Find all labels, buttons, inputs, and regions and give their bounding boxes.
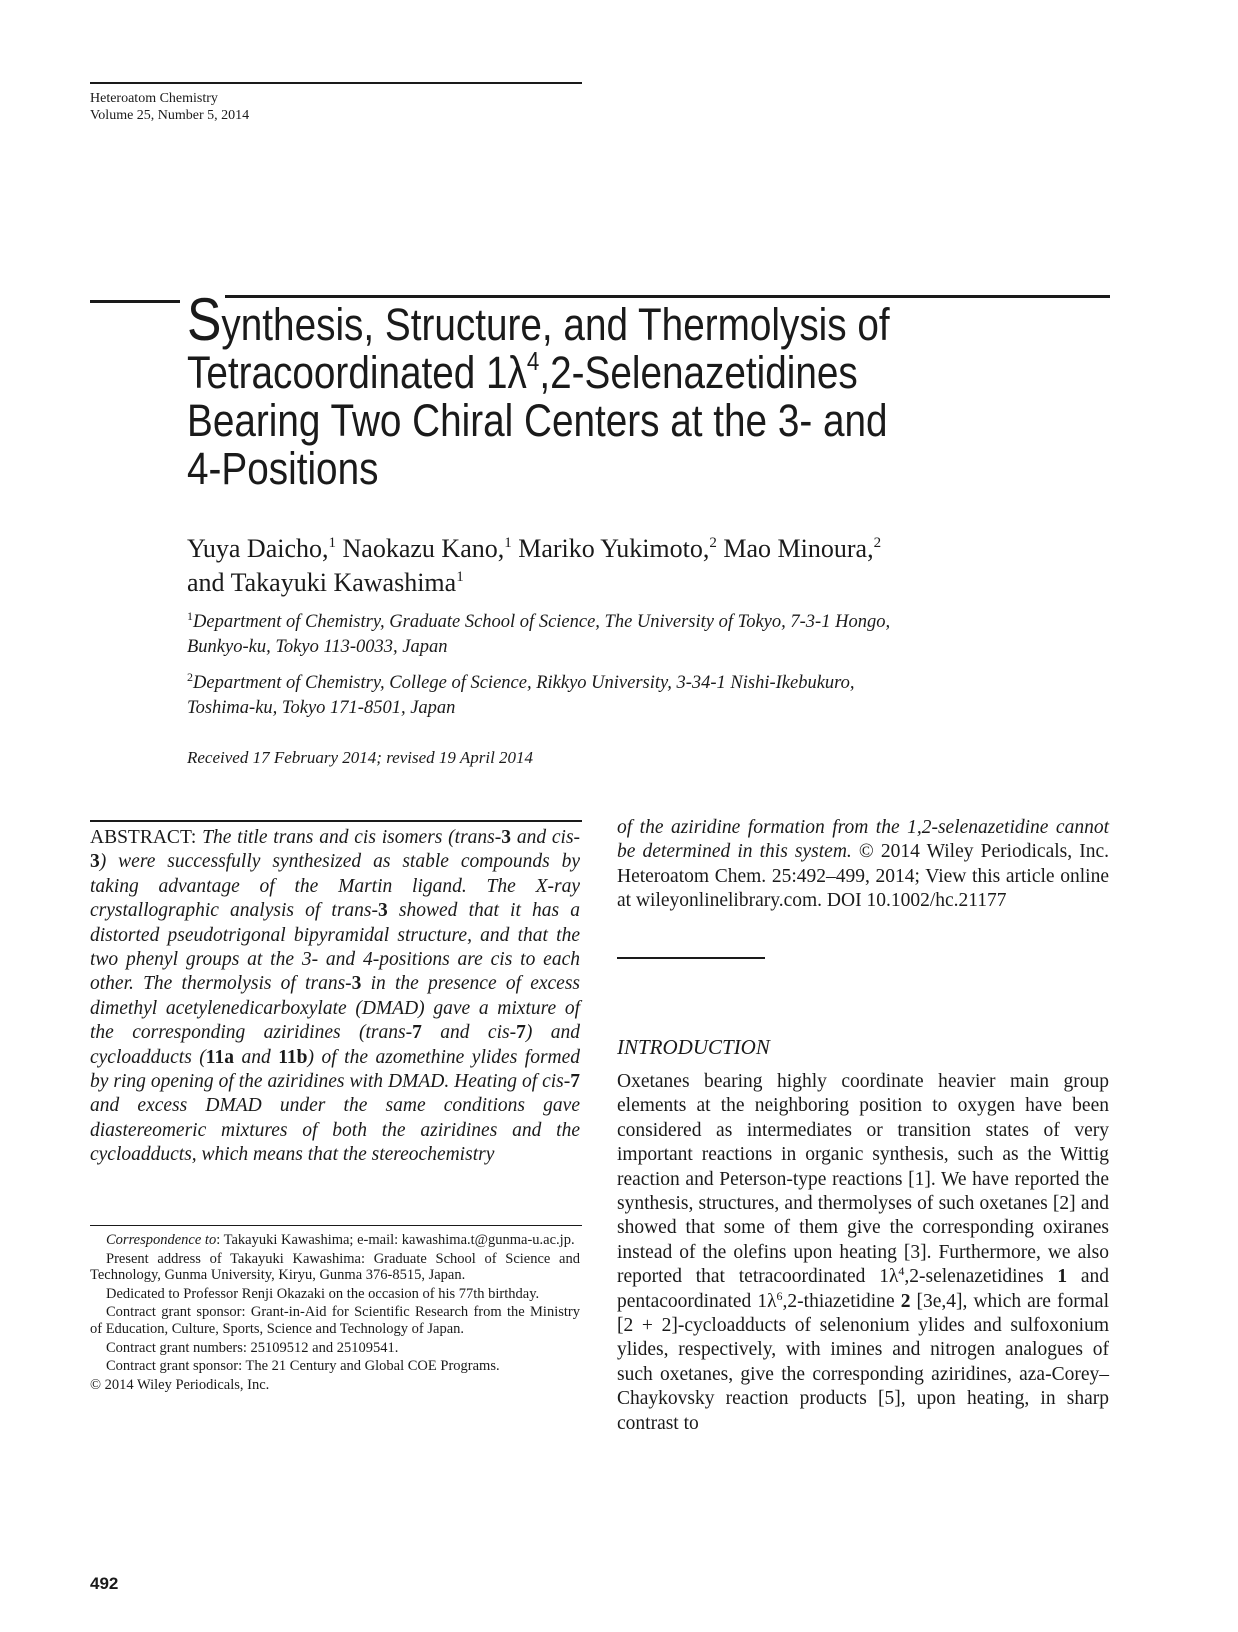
author-list (187, 532, 1087, 600)
title-rule-left (90, 300, 180, 303)
title-line-1: Synthesis, Structure, and Thermolysis of (187, 286, 890, 353)
journal-name: Heteroatom Chemistry (90, 91, 218, 106)
abstract-rule (90, 820, 582, 822)
article-title (187, 286, 927, 494)
abstract-continuation: of the aziridine formation from the 1,2-selenazetidine cannot be determined in this system. © 2014 Wiley Periodicals, Inc. Heteroatom Chem. 25:492–499, 2014; View this article online at wileyonlinelibrary.com. DOI 10.1002/hc.21177 (617, 817, 1110, 912)
affiliation-2: $^2$Department of Chemistry, College of Science, Rikkyo University, 3-34-1 Nishi-Ikebukuro, Toshima-ku, Tokyo 171-8501, Japan (187, 670, 855, 718)
author-name: Yuya Daicho, (187, 534, 329, 563)
section-heading-introduction: INTRODUCTION (617, 1035, 770, 1059)
footnote: Correspondence to: Takayuki Kawashima; e-mail: kawashima.t@gunma-u.ac.jp. (106, 1232, 575, 1248)
footnote: Contract grant sponsor: Grant-in-Aid for Scientific Research from the Ministry of Education, Culture, Sports, Science and Technology of Japan. (90, 1304, 580, 1337)
author-line-2: and Takayuki Kawashima$^1$ (187, 568, 464, 597)
title-line-2: Tetracoordinated $1\lambda^4,2$-Selenazetidines (187, 346, 858, 398)
title-line-3: Bearing Two Chiral Centers at the 3- and (187, 395, 888, 446)
author-name: Mao Minoura, (723, 534, 874, 563)
author-line-1: Yuya Daicho,$^1$ Naokazu Kano,$^1$ Mariko Yukimoto,$^2$ Mao Minoura,$^2$ (187, 534, 882, 563)
footnote: Dedicated to Professor Renji Okazaki on the occasion of his 77th birthday. (106, 1285, 540, 1302)
title-line-4: 4-Positions (187, 443, 379, 494)
footnote: Contract grant numbers: 25109512 and 25109541. (106, 1339, 399, 1356)
footnote-rule (90, 1225, 582, 1226)
author-name: Mariko Yukimoto, (518, 534, 710, 563)
header-rule (90, 82, 582, 84)
received-dates: Received 17 February 2014; revised 19 April 2014 (187, 748, 534, 767)
abstract: ABSTRACT: The title trans and cis isomers (trans-3 and cis-3) were successfully synthesized as stable compounds by taking advantage of the Martin ligand. The X-ray crystallographic analysis of trans-3 showed that it has a distorted pseudotrigonal bipyramidal structure, and that the two phenyl groups at the 3- and 4-positions are cis to each other. The thermolysis of trans-3 in the presence of excess dimethyl acetylenedicarboxylate (DMAD) gave a mixture of the corresponding aziridines (trans-7 and cis-7) and cycloadducts (11a and 11b) of the azomethine ylides formed by ring opening of the aziridines with DMAD. Heating of cis-7 and excess DMAD under the same conditions gave diastereomeric mixtures of both the aziridines and the cycloadducts, which means that the stereochemistry (90, 827, 581, 1166)
abstract-label: ABSTRACT: (90, 827, 197, 848)
footnote: Contract grant sponsor: The 21 Century and Global COE Programs. (106, 1358, 500, 1375)
author-name: and Takayuki Kawashima (187, 568, 457, 597)
abstract-end-rule (617, 957, 765, 959)
author-name: Naokazu Kano, (342, 534, 505, 563)
introduction-body: Oxetanes bearing highly coordinate heavier main group elements at the neighboring position to oxygen have been considered as intermediates or transition states of very important reactions in organic synthesis, such as the Wittig reaction and Peterson-type reactions [1]. We have reported the synthesis, structures, and thermolyses of such oxetanes [2] and showed that some of them give the corresponding oxiranes instead of the olefins upon heating [3]. Furthermore, we also reported that tetracoordinated $1\lambda^4,2$-selenazetidines 1 and pentacoordinated $1\lambda^6,2$-thiazetidine 2 [3e,4], which are formal [2 + 2]-cycloadducts of selenonium ylides and sulfoxonium ylides, respectively, with imines and nitrogen analogues of such oxetanes, give the corresponding aziridines, aza-Corey–Chaykovsky reaction products [5], upon heating, in sharp contrast to (617, 1071, 1110, 1434)
title-initial: S (187, 286, 222, 353)
footnote: © 2014 Wiley Periodicals, Inc. (90, 1376, 270, 1393)
journal-header (90, 90, 249, 124)
page-number: 492 (90, 1574, 119, 1593)
footnotes (90, 1232, 580, 1395)
journal-volume: Volume 25, Number 5, 2014 (90, 108, 250, 123)
footnote: Present address of Takayuki Kawashima: Graduate School of Science and Technology, Gunma University, Kiryu, Gunma 376-8515, Japan. (90, 1250, 580, 1284)
affiliation-1: $^1$Department of Chemistry, Graduate School of Science, The University of Tokyo, 7-3-1 Hongo, Bunkyo-ku, Tokyo 113-0033, Japan (187, 609, 891, 657)
